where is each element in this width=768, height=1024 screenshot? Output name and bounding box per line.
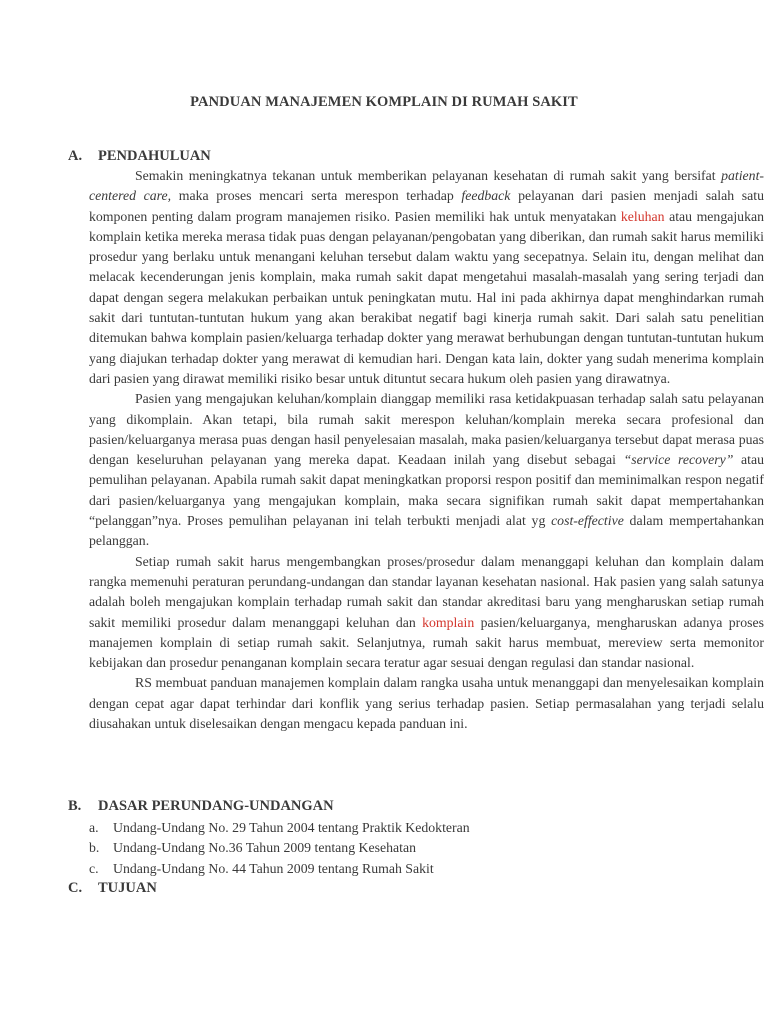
section-b-title: DASAR PERUNDANG-UNDANGAN (98, 798, 334, 814)
section-c-title: TUJUAN (98, 880, 157, 896)
paragraph-4 (89, 673, 764, 734)
text: pelayanan dari pasien menjadi salah satu komponen penting dalam program manajemen risiko. Pasien memiliki hak untuk menyatakan (89, 188, 764, 224)
list-marker: b. (89, 840, 100, 856)
section-a-heading (68, 148, 211, 165)
list-item (89, 838, 470, 858)
section-a-body (89, 166, 764, 734)
text: maka proses mencari serta merespon terhadap (171, 188, 462, 204)
highlighted-term: komplain (422, 614, 475, 630)
text: pasien/keluarganya, mengharuskan adanya proses manajemen komplain di setiap rumah sakit. Selanjutnya, rumah sakit harus membuat, mereview serta memonitor kebijakan dan prosedur penanganan komplain secara teratur agar sesuai dengan regulasi dan standar nasional. (89, 614, 764, 671)
list-item-text: Undang-Undang No.36 Tahun 2009 tentang Kesehatan (113, 840, 417, 856)
text: atau pemulihan pelayanan. Apabila rumah sakit dapat meningkatkan proporsi respon positif dan meminimalkan respon negatif dari pasien/keluarganya yang mengajukan komplain, maka secara signifikan rumah sakit dapat mempertahankan “pelanggan”nya. Proses pemulihan pelayanan ini telah terbukti menjadi alat yg (89, 452, 764, 529)
list-item-text: Undang-Undang No. 29 Tahun 2004 tentang Praktik Kedokteran (113, 820, 470, 835)
paragraph-2 (89, 389, 764, 551)
italic-term: cost-effective (551, 513, 624, 529)
list-marker: c. (89, 860, 99, 876)
italic-term: patient-centered care, (89, 168, 764, 204)
highlighted-term: keluhan (620, 208, 665, 224)
list-marker: a. (89, 820, 99, 835)
section-a-title: PENDAHULUAN (98, 148, 211, 164)
text: RS membuat panduan manajemen komplain dalam rangka usaha untuk menanggapi dan menyelesaikan komplain dengan cepat agar dapat terhindar dari konflik yang serius terhadap pasien. Setiap permasalahan yang terjadi selalu diusahakan untuk diselesaikan dengan mengacu kepada panduan ini. (89, 675, 764, 732)
law-list (89, 818, 470, 879)
text: Pasien yang mengajukan keluhan/komplain dianggap memiliki rasa ketidakpuasan terhadap salah satu pelayanan yang dikomplain. Akan tetapi, bila rumah sakit merespon keluhan/komplain mereka secara profesional dan pasien/keluarganya merasa puas dengan hasil penyelesaian masalah, maka pasien/keluarganya tersebut dapat merasa puas dengan keseluruhan pelayanan yang mereka dapat. Keadaan inilah yang disebut sebagai (89, 391, 764, 468)
list-item-text: Undang-Undang No. 44 Tahun 2009 tentang Rumah Sakit (113, 860, 434, 876)
section-a-letter: A. (68, 148, 83, 164)
section-b-heading (68, 798, 334, 815)
text: dalam mempertahankan pelanggan. (89, 513, 764, 549)
text: Semakin meningkatnya tekanan untuk memberikan pelayanan kesehatan di rumah sakit yang bersifat (135, 168, 722, 183)
section-b-letter: B. (68, 798, 82, 814)
paragraph-1 (89, 166, 764, 389)
list-item (89, 818, 470, 838)
paragraph-3 (89, 552, 764, 674)
text: atau mengajukan komplain ketika mereka merasa tidak puas dengan pelayanan/pengobatan yang diberikan, dan rumah sakit harus memiliki prosedur yang berlaku untuk menangani keluhan tersebut dalam waktu yang secepatnya. Selain itu, dengan melihat dan melacak kecenderungan jenis komplain, maka rumah sakit dapat mengetahui masalah-masalah yang sering terjadi dan dapat dengan segera melakukan perbaikan untuk peningkatan mutu. Hal ini pada akhirnya dapat menghindarkan rumah sakit dari tuntutan-tuntutan hukum yang akan berakibat negatif bagi kinerja rumah sakit. Dari salah satu penelitian ditemukan bahwa komplain pasien/keluarga terhadap dokter yang merawat berhubungan dengan tuntutan-tuntutan hukum yang diajukan terhadap dokter yang merawat di kemudian hari. Dengan kata lain, dokter yang sudah menerima komplain dari pasien yang dirawat memiliki risiko besar untuk dituntut secara hukum oleh pasien yang dirawatnya. (89, 208, 765, 386)
list-item (89, 859, 470, 879)
italic-term: feedback (461, 188, 511, 204)
text: Setiap rumah sakit harus mengembangkan proses/prosedur dalam menanggapi keluhan dan komplain dalam rangka memenuhi peraturan perundang-undangan dan standar layanan kesehatan nasional. Hak pasien yang salah satunya adalah boleh mengajukan komplain terhadap rumah sakit dan standar akreditasi baru yang mengharuskan setiap rumah sakit memiliki prosedur dalam menanggapi keluhan dan (89, 553, 764, 630)
italic-term: “service recovery” (623, 452, 734, 468)
document-title: PANDUAN MANAJEMEN KOMPLAIN DI RUMAH SAKIT (190, 94, 578, 110)
section-c-heading (68, 880, 157, 897)
section-c-letter: C. (68, 880, 83, 896)
